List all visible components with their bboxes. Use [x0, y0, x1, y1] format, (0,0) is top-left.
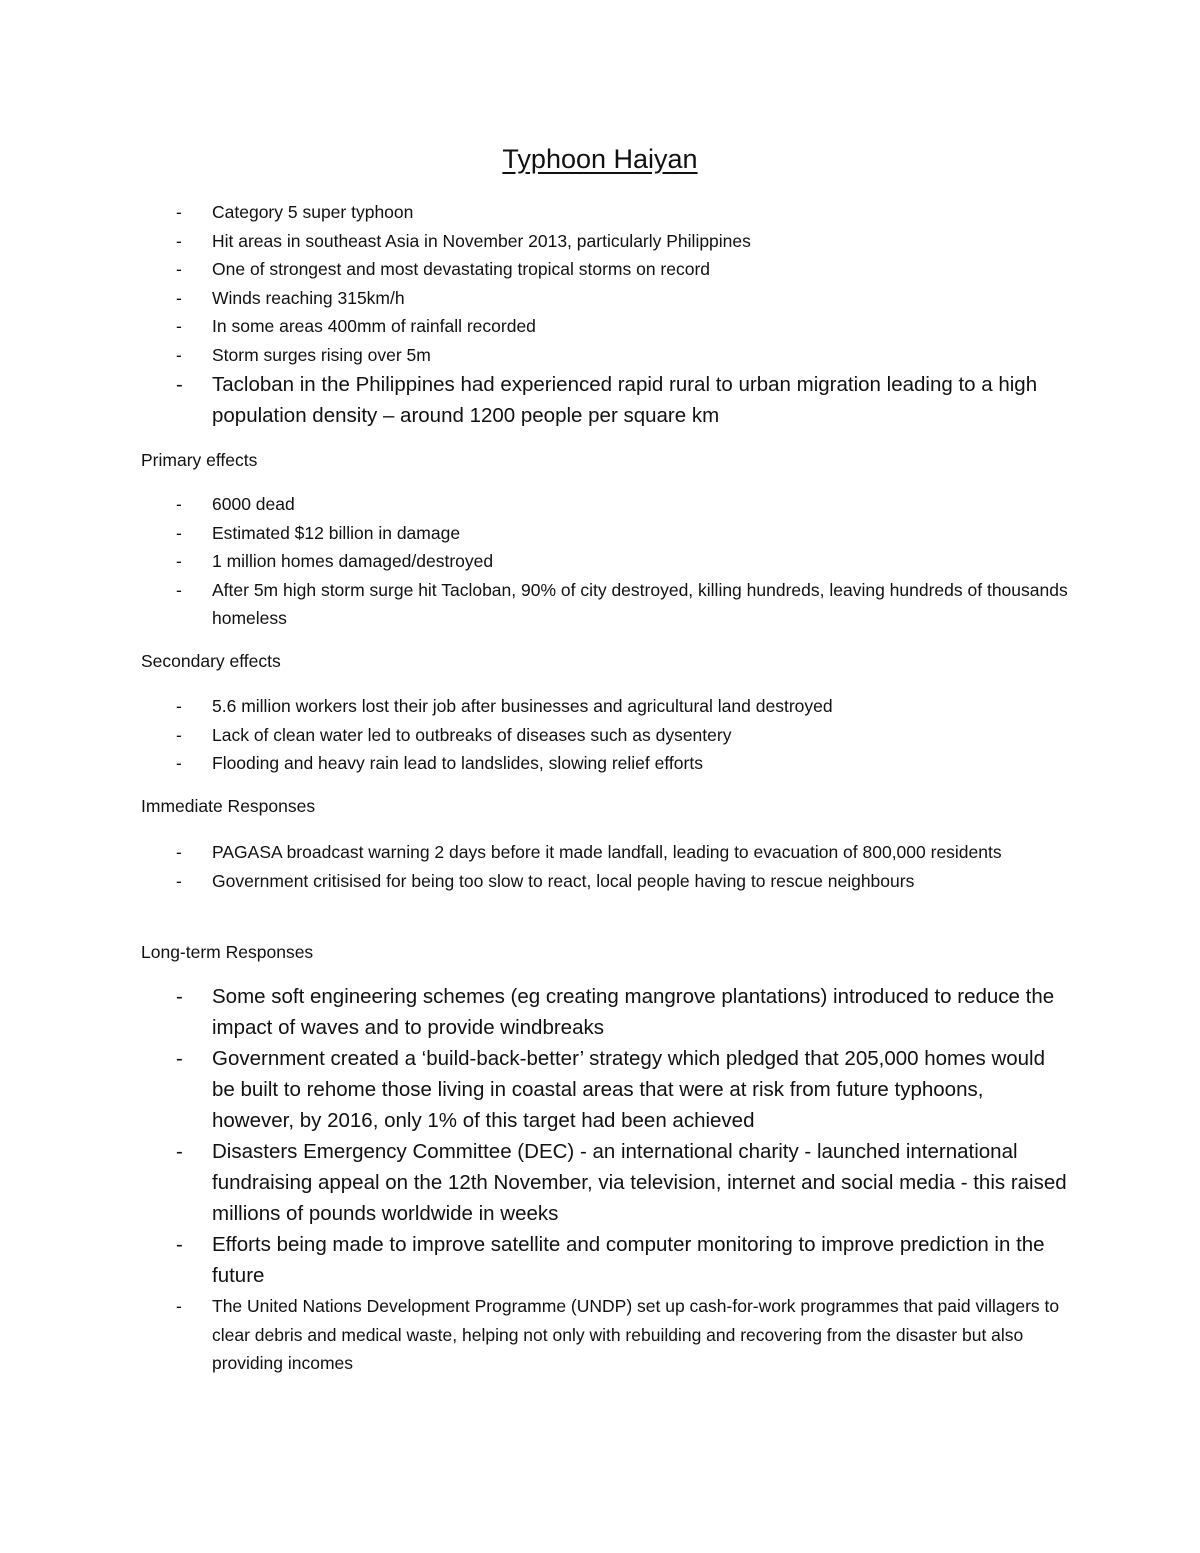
page-title: Typhoon Haiyan: [502, 144, 698, 174]
bullet-dash: -: [176, 316, 182, 336]
list-item: - After 5m high storm surge hit Tacloban, 90% of city destroyed, killing hundreds, leaving hundreds of thousands homeless: [0, 576, 1200, 633]
bullet-dash: -: [176, 985, 183, 1008]
list-item: - Disasters Emergency Committee (DEC) - an international charity - launched international fundraising appeal on the 12th November, via television, internet and social media - this raised millions of pounds worldwide in weeks: [0, 1136, 1200, 1229]
list-item: - The United Nations Development Programme (UNDP) set up cash-for-work programmes that paid villagers to clear debris and medical waste, helping not only with rebuilding and recovering from the disaster but also providing incomes: [0, 1292, 1200, 1378]
list-item: - Winds reaching 315km/h: [0, 284, 1200, 313]
secondary-effects-heading: Secondary effects: [141, 651, 281, 671]
list-item: - 6000 dead: [0, 490, 1200, 519]
list-item: - Storm surges rising over 5m: [0, 341, 1200, 370]
intro-list: [0, 198, 1200, 369]
bullet-dash: -: [176, 870, 182, 891]
list-item: - Hit areas in southeast Asia in November 2013, particularly Philippines: [0, 227, 1200, 256]
bullet-dash: -: [176, 230, 182, 251]
secondary-effects-list: [0, 692, 1200, 778]
long-term-responses-list-continued: [0, 1292, 1200, 1378]
bullet-dash: -: [176, 724, 182, 745]
list-item: - One of strongest and most devastating tropical storms on record: [0, 255, 1200, 284]
immediate-responses-list: [0, 838, 1200, 895]
list-item: - Efforts being made to improve satellite and computer monitoring to improve prediction in the future: [0, 1229, 1200, 1291]
list-item: - Some soft engineering schemes (eg creating mangrove plantations) introduced to reduce the impact of waves and to provide windbreaks: [0, 981, 1200, 1043]
immediate-responses-heading: Immediate Responses: [141, 796, 316, 816]
list-item: - PAGASA broadcast warning 2 days before it made landfall, leading to evacuation of 800,000 residents: [0, 838, 1200, 867]
bullet-dash: -: [176, 1047, 183, 1070]
list-item: - Government created a ‘build-back-better’ strategy which pledged that 205,000 homes would be built to rehome those living in coastal areas that were at risk from future typhoons, however, by 2016, only 1% of this target had been achieved: [0, 1043, 1200, 1136]
primary-effects-list: [0, 490, 1200, 633]
bullet-dash: -: [176, 753, 182, 773]
list-item: - Category 5 super typhoon: [0, 198, 1200, 227]
bullet-dash: -: [176, 494, 182, 514]
bullet-dash: -: [176, 373, 183, 396]
bullet-dash: -: [176, 287, 182, 308]
list-item: - Estimated $12 billion in damage: [0, 519, 1200, 548]
list-item: - Flooding and heavy rain lead to landslides, slowing relief efforts: [0, 749, 1200, 778]
list-item: - Tacloban in the Philippines had experienced rapid rural to urban migration leading to a high population density – around 1200 people per square km: [0, 369, 1200, 431]
long-term-responses-heading: Long-term Responses: [141, 942, 314, 962]
bullet-dash: -: [176, 202, 182, 222]
list-item: - 1 million homes damaged/destroyed: [0, 547, 1200, 576]
bullet-dash: -: [176, 696, 182, 716]
bullet-dash: -: [176, 1296, 182, 1316]
bullet-dash: -: [176, 1140, 183, 1163]
bullet-dash: -: [176, 842, 182, 862]
list-item: - Lack of clean water led to outbreaks of diseases such as dysentery: [0, 721, 1200, 750]
long-term-responses-list: [0, 981, 1200, 1291]
primary-effects-heading: Primary effects: [141, 450, 258, 470]
bullet-dash: -: [176, 579, 182, 600]
bullet-dash: -: [176, 1233, 183, 1256]
bullet-dash: -: [176, 551, 182, 571]
list-item: - 5.6 million workers lost their job after businesses and agricultural land destroyed: [0, 692, 1200, 721]
intro-large-list: [0, 369, 1200, 431]
bullet-dash: -: [176, 344, 182, 365]
bullet-dash: -: [176, 522, 182, 543]
bullet-dash: -: [176, 259, 182, 279]
list-item: - In some areas 400mm of rainfall recorded: [0, 312, 1200, 341]
list-item: - Government critisised for being too slow to react, local people having to rescue neighbours: [0, 867, 1200, 896]
